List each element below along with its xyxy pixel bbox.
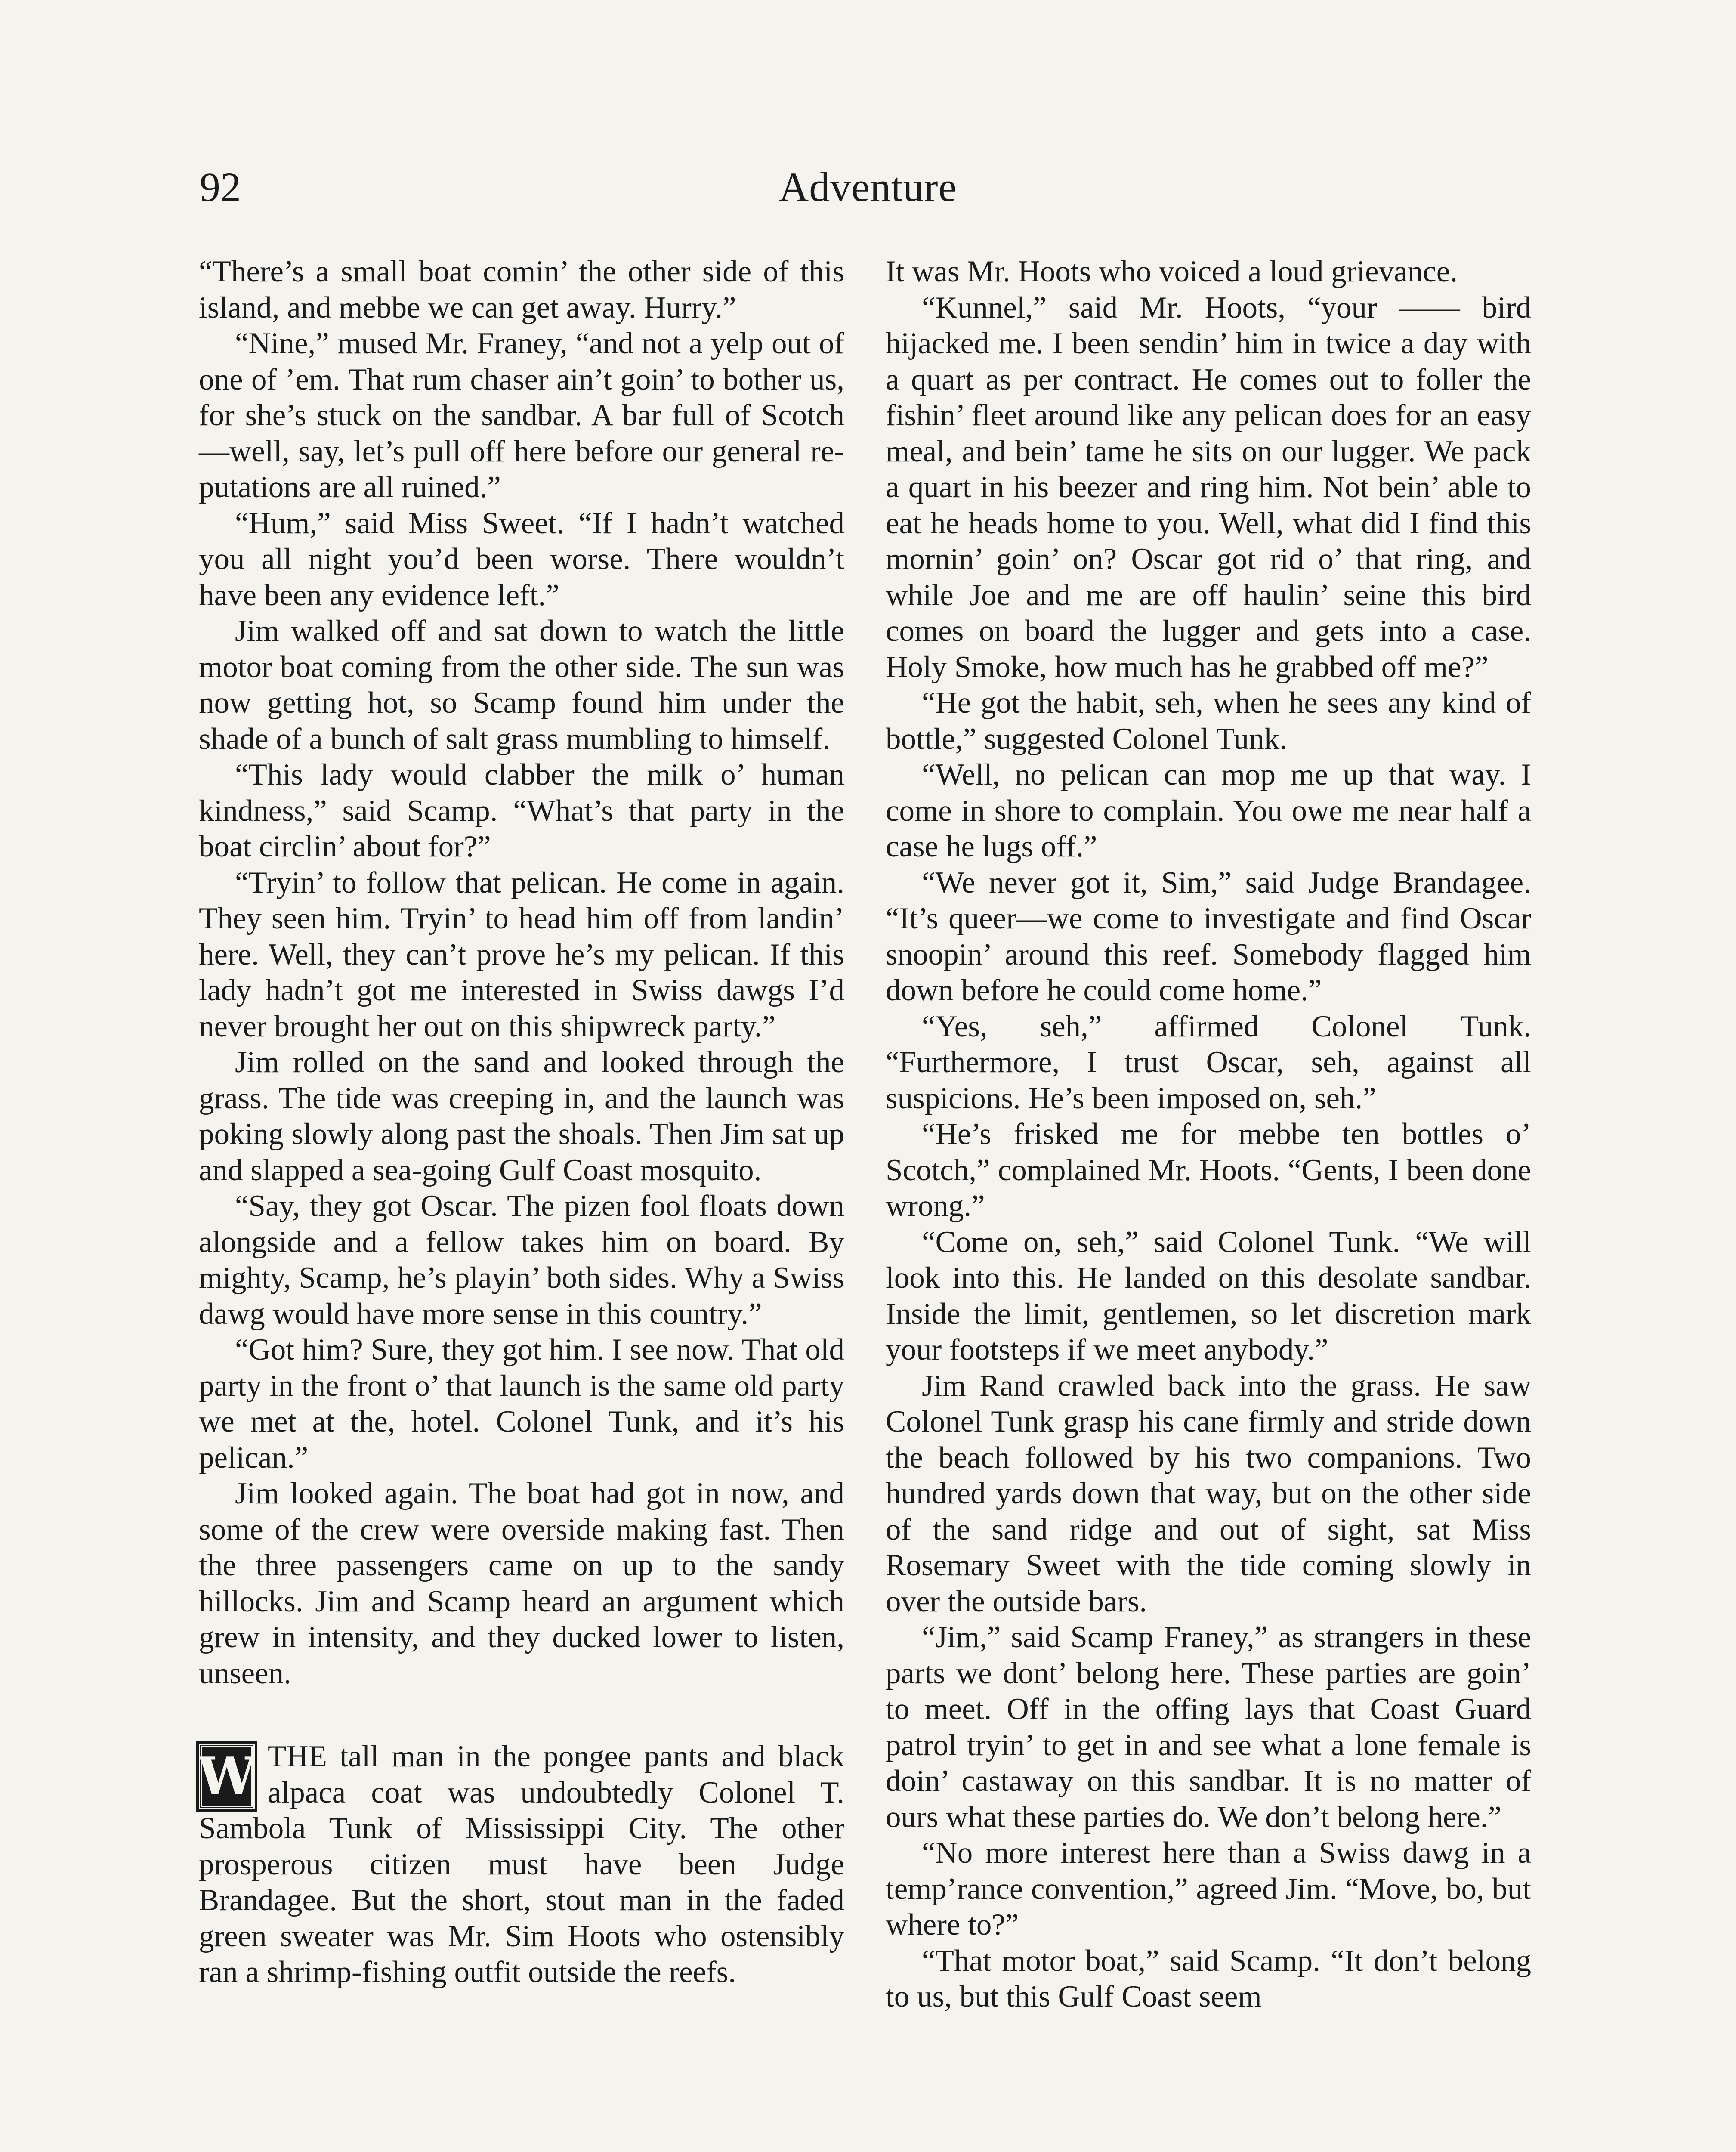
paragraph: “He’s frisked me for mebbe ten bottles o’ Scotch,” complained Mr. Hoots. “Gents, I been done wrong.”	[886, 1117, 1531, 1223]
paragraph: “Got him? Sure, they got him. I see now. That old party in the front o’ that launch is the same old party we met at the, hotel. Colonel Tunk, and it’s his pelican.”	[199, 1333, 844, 1475]
paragraph: “Tryin’ to follow that pelican. He come in again. They seen him. Tryin’ to head him off from landin’ here. Well, they can’t prove he’s my pelican. If this lady hadn’t got me interested in Swiss dawgs I’d never brought her out on this shipwreck party.”	[199, 866, 844, 1043]
dropcap-initial: W	[199, 1744, 255, 1809]
section-break	[199, 1691, 844, 1739]
paragraph: “There’s a small boat comin’ the other side of this island, and mebbe we can get away. Hurry.”	[199, 255, 844, 325]
paragraph: “Jim,” said Scamp Franey,” as strangers in these parts we dont’ belong here. These parties are goin’ to meet. Off in the offing lays that Coast Guard patrol tryin’ to get in and see what a lone female is doin’ castaway on this sandbar. It is no matter of ours what these parties do. We don’t belong here.”	[886, 1620, 1531, 1834]
right-column	[886, 254, 1531, 2015]
paragraph: “Well, no pelican can mop me up that way. I come in shore to complain. You owe me near half a case he lugs off.”	[886, 758, 1531, 863]
magazine-title: Adventure	[778, 164, 958, 210]
page-number: 92	[200, 164, 241, 210]
paragraph: “Yes, seh,” affirmed Colonel Tunk. “Furthermore, I trust Oscar, seh, against all suspicions. He’s been imposed on, seh.”	[886, 1009, 1531, 1115]
paragraph: “He got the habit, seh, when he sees any kind of bottle,” suggested Colonel Tunk.	[886, 686, 1531, 756]
paragraph: “No more interest here than a Swiss dawg in a temp’rance convention,” agreed Jim. “Move, bo, but where to?”	[886, 1836, 1531, 1942]
dropcap-paragraph	[199, 1739, 844, 1991]
paragraph: Jim walked off and sat down to watch the little motor boat coming from the other side. The sun was now getting hot, so Scamp found him under the shade of a bunch of salt grass mumbling to himself.	[199, 614, 844, 756]
paragraph: Jim rolled on the sand and looked through the grass. The tide was creeping in, and the launch was poking slowly along past the shoals. Then Jim sat up and slapped a sea-going Gulf Coast mosquito.	[199, 1045, 844, 1187]
paragraph: “Kunnel,” said Mr. Hoots, “your —— bird hijacked me. I been sendin’ him in twice a day with a quart as per contract. He comes out to foller the fishin’ fleet around like any pelican does for an easy meal, and bein’ tame he sits on our lugger. We pack a quart in his beezer and ring him. Not bein’ able to eat he heads home to you. Well, what did I find this mornin’ goin’ on? Oscar got rid o’ that ring, and while Joe and me are off haulin’ seine this bird comes on board the lugger and gets into a case. Holy Smoke, how much has he grabbed off me?”	[886, 291, 1531, 684]
paragraph: “That motor boat,” said Scamp. “It don’t belong to us, but this Gulf Coast seem	[886, 1944, 1531, 2013]
dropcap-paragraph-text: THE tall man in the pongee pants and black alpaca coat was undoubtedly Colonel T. Sambola Tunk of Mississippi City. The other prosperous citizen must have been Judge Brandagee. But the short, stout man in the faded green sweater was Mr. Sim Hoots who ostensibly ran a shrimp-fishing outfit outside the reefs.	[199, 1740, 844, 1989]
paragraph: “Come on, seh,” said Colonel Tunk. “We will look into this. He landed on this desolate sandbar. Inside the limit, gentlemen, so let discretion mark your footsteps if we meet anybody.”	[886, 1225, 1531, 1367]
paragraph: “Nine,” mused Mr. Franey, “and not a yelp out of one of ’em. That rum chaser ain’t goin’ to bother us, for she’s stuck on the sandbar. A bar full of Scotch—well, say, let’s pull off here before our general reputations are all ruined.”	[199, 327, 844, 504]
page-header	[0, 161, 1736, 222]
paragraph: Jim Rand crawled back into the grass. He saw Colonel Tunk grasp his cane firmly and stride down the beach followed by his two companions. Two hundred yards down that way, but on the other side of the sand ridge and out of sight, sat Miss Rosemary Sweet with the tide coming slowly in over the outside bars.	[886, 1369, 1531, 1618]
paragraph: “We never got it, Sim,” said Judge Brandagee. “It’s queer—we come to investigate and find Oscar snoopin’ around this reef. Somebody flagged him down before he could come home.”	[886, 866, 1531, 1007]
paragraph: Jim looked again. The boat had got in now, and some of the crew were overside making fast. Then the three passengers came on up to the sandy hillocks. Jim and Scamp heard an argument which grew in intensity, and they ducked lower to listen, unseen.	[199, 1477, 844, 1690]
paragraph: “Say, they got Oscar. The pizen fool floats down alongside and a fellow takes him on board. By mighty, Scamp, he’s playin’ both sides. Why a Swiss dawg would have more sense in this country.”	[199, 1189, 844, 1331]
paragraph: “Hum,” said Miss Sweet. “If I hadn’t watched you all night you’d been worse. There wouldn’t have been any evidence left.”	[199, 506, 844, 612]
paragraph: “This lady would clabber the milk o’ human kindness,” said Scamp. “What’s that party in the boat circlin’ about for?”	[199, 758, 844, 863]
left-column	[199, 254, 844, 1991]
paragraph: It was Mr. Hoots who voiced a loud grievance.	[886, 255, 1458, 288]
